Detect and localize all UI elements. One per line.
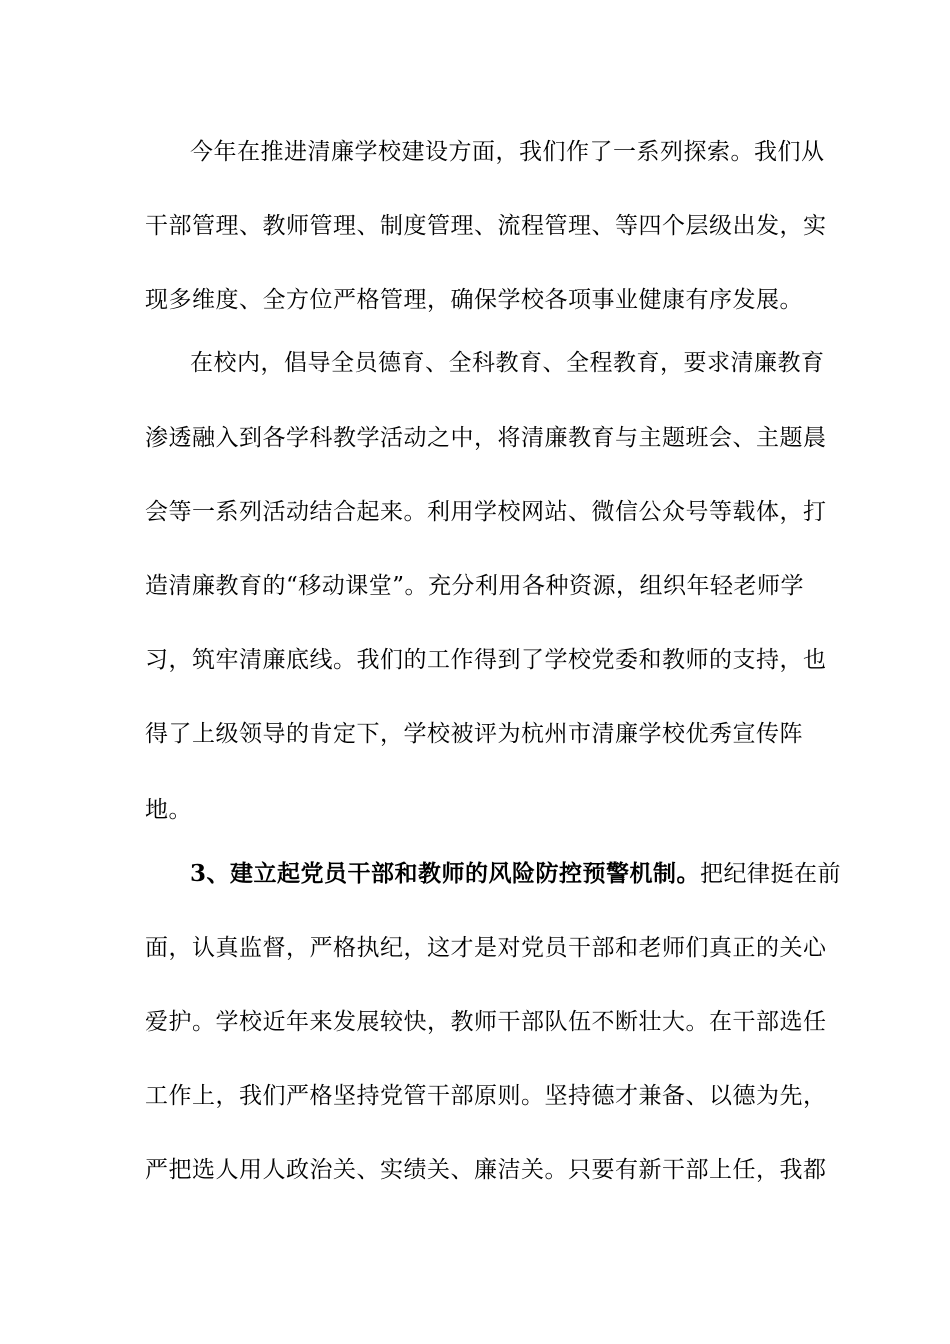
paragraph-line: 会等一系列活动结合起来。利用学校网站、微信公众号等载体，打 [145, 499, 827, 525]
paragraph-line: 面，认真监督，严格执纪，这才是对党员干部和老师们真正的关心 [145, 935, 827, 961]
section-heading-line [190, 854, 841, 894]
section-heading-tail: 把纪律挺在前 [700, 861, 842, 887]
paragraph-line: 造清廉教育的“移动课堂”。充分利用各种资源，组织年轻老师学 [145, 573, 805, 599]
paragraph-line: 今年在推进清廉学校建设方面，我们作了一系列探索。我们从 [190, 139, 825, 165]
section-heading: 3、建立起党员干部和教师的风险防控预警机制。 [190, 860, 701, 887]
paragraph-line: 在校内，倡导全员德育、全科教育、全程教育，要求清廉教育 [190, 350, 825, 376]
paragraph-line: 现多维度、全方位严格管理，确保学校各项事业健康有序发展。 [145, 287, 803, 313]
paragraph-line: 习，筑牢清廉底线。我们的工作得到了学校党委和教师的支持，也 [145, 647, 827, 673]
paragraph-line: 工作上，我们严格坚持党管干部原则。坚持德才兼备、以德为先， [145, 1083, 827, 1109]
paragraph-line: 得了上级领导的肯定下，学校被评为杭州市清廉学校优秀宣传阵 [145, 721, 803, 747]
paragraph-line: 爱护。学校近年来发展较快，教师干部队伍不断壮大。在干部选任 [145, 1009, 827, 1035]
paragraph-line: 地。 [145, 797, 192, 823]
paragraph-line: 渗透融入到各学科教学活动之中，将清廉教育与主题班会、主题晨 [145, 425, 827, 451]
paragraph-line: 干部管理、教师管理、制度管理、流程管理、等四个层级出发，实 [145, 213, 827, 239]
paragraph-line: 严把选人用人政治关、实绩关、廉洁关。只要有新干部上任，我都 [145, 1157, 827, 1183]
